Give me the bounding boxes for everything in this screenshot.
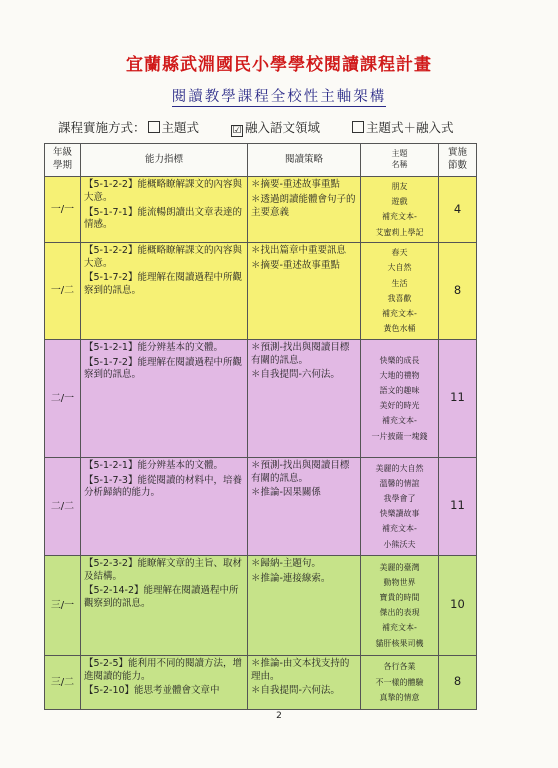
ability-indicator-cell <box>81 177 248 243</box>
hours-cell: 11 <box>439 339 477 457</box>
checkbox-theme[interactable] <box>148 121 160 133</box>
header-hours: 實施 節數 <box>439 144 477 177</box>
ability-indicator-cell <box>81 555 248 655</box>
theme-cell <box>361 339 439 457</box>
curriculum-table <box>44 143 477 710</box>
reading-strategy-cell <box>248 339 361 457</box>
theme-name: 真摯的情意 <box>379 692 420 702</box>
ability-indicator: 【5-2-10】能思考並體會文章中 <box>84 685 220 697</box>
ability-indicator: 【5-1-7-3】能從閱讀的材料中，培養分析歸納的能力。 <box>84 474 242 499</box>
page-number: 2 <box>276 711 282 721</box>
reading-strategy: ＊推論-由文本找支持的理由。 <box>251 657 350 682</box>
hours-cell: 8 <box>439 655 477 709</box>
theme-name: 艾蜜莉上學記 <box>375 227 424 237</box>
header-ability: 能力指標 <box>81 144 248 177</box>
document-title: 宜蘭縣武淵國民小學學校閱讀課程計畫 <box>126 55 432 75</box>
method-option-theme <box>146 118 200 136</box>
theme-name: 動物世界 <box>383 577 416 587</box>
theme-cell <box>361 457 439 555</box>
grade-semester-cell: 一/二 <box>45 242 81 339</box>
theme-name: 補充文本- <box>382 524 417 534</box>
theme-name: 快樂的成長 <box>379 355 420 365</box>
hours-cell: 8 <box>439 242 477 339</box>
hours-cell: 4 <box>439 177 477 243</box>
theme-name: 傑出的表現 <box>379 608 420 618</box>
method-option-integrated <box>229 118 320 136</box>
theme-name: 不一樣的體驗 <box>375 677 424 687</box>
table-row <box>45 457 477 555</box>
method-option-label: 主題式＋融入式 <box>366 120 454 135</box>
theme-name: 遊戲 <box>391 197 408 207</box>
ability-indicator-cell <box>81 242 248 339</box>
theme-name: 朋友 <box>391 182 408 191</box>
table-header-row <box>45 144 477 177</box>
theme-name: 寶貴的時間 <box>379 593 420 603</box>
reading-strategy-cell <box>248 242 361 339</box>
reading-strategy: ＊摘要-重述故事重點 <box>251 259 340 271</box>
ability-indicator: 【5-1-7-2】能理解在閱讀過程中所觀察到的訊息。 <box>84 356 242 381</box>
method-option-label: 融入語文領域 <box>245 120 321 135</box>
grade-semester-cell: 一/一 <box>45 177 81 243</box>
reading-strategy: ＊推論-連接線索。 <box>251 572 331 584</box>
theme-cell <box>361 177 439 243</box>
document-subtitle <box>0 85 558 106</box>
table-row <box>45 177 477 243</box>
reading-strategy: ＊歸納-主題句。 <box>251 557 321 569</box>
ability-indicator: 【5-1-2-1】能分辨基本的文體。 <box>84 459 223 471</box>
reading-strategy: ＊摘要-重述故事重點 <box>251 179 340 190</box>
reading-strategy: ＊找出篇章中重要訊息 <box>251 244 347 256</box>
reading-strategy: ＊預測-找出與閱讀目標有關的訊息。 <box>251 341 350 366</box>
grade-semester-cell: 二/二 <box>45 457 81 555</box>
ability-indicator: 【5-1-2-2】能概略瞭解課文的內容與大意。 <box>84 244 242 269</box>
theme-cell <box>361 555 439 655</box>
theme-name: 溫馨的情誼 <box>379 478 420 488</box>
ability-indicator: 【5-2-14-2】能理解在閱讀過程中所觀察到的訊息。 <box>84 585 239 610</box>
ability-indicator-cell <box>81 655 248 709</box>
reading-strategy: ＊推論-因果關係 <box>251 487 321 499</box>
theme-name: 我喜歡 <box>387 293 412 303</box>
ability-indicator: 【5-1-7-2】能理解在閱讀過程中所觀察到的訊息。 <box>84 272 242 297</box>
theme-name: 補充文本- <box>382 623 417 633</box>
theme-name: 語文的趣味 <box>379 386 420 396</box>
theme-name: 大地的禮物 <box>379 370 420 380</box>
ability-indicator: 【5-1-7-1】能流暢朗讀出文章表達的情感。 <box>84 206 242 231</box>
hours-cell: 10 <box>439 555 477 655</box>
theme-name: 補充文本- <box>382 308 417 318</box>
theme-name: 補充文本- <box>382 212 417 222</box>
checkbox-integrated[interactable]: ☑ <box>232 125 242 136</box>
reading-strategy: ＊自我提問-六何法。 <box>251 369 340 381</box>
ability-indicator: 【5-2-3-2】能瞭解文章的主旨、取材及結構。 <box>84 557 242 582</box>
theme-name: 各行各業 <box>383 662 416 672</box>
theme-name: 補充文本- <box>382 416 417 426</box>
table-row <box>45 555 477 655</box>
ability-indicator-cell <box>81 457 248 555</box>
theme-name: 貓肝核果司機 <box>375 638 424 648</box>
reading-strategy: ＊自我提問-六何法。 <box>251 685 340 697</box>
header-theme: 主題 名稱 <box>361 144 439 177</box>
reading-strategy-cell <box>248 457 361 555</box>
theme-name: 大自然 <box>387 263 412 273</box>
ability-indicator: 【5-1-2-2】能概略瞭解課文的內容與大意。 <box>84 179 242 203</box>
checkbox-mixed[interactable] <box>352 121 364 133</box>
hours-cell: 11 <box>439 457 477 555</box>
grade-semester-cell: 二/一 <box>45 339 81 457</box>
theme-cell <box>361 655 439 709</box>
theme-name: 黃色水桶 <box>383 324 416 334</box>
reading-strategy-cell <box>248 555 361 655</box>
ability-indicator-cell <box>81 339 248 457</box>
theme-name: 我學會了 <box>383 494 416 504</box>
grade-semester-cell: 三/二 <box>45 655 81 709</box>
implementation-method <box>58 118 484 136</box>
reading-strategy: ＊透過朗讀能體會句子的主要意義 <box>251 193 356 218</box>
method-option-mixed <box>350 118 454 136</box>
theme-name: 快樂讀故事 <box>379 509 420 519</box>
table-row <box>45 655 477 709</box>
method-label: 課程實施方式： <box>58 120 146 135</box>
method-option-label: 主題式 <box>161 120 200 135</box>
subtitle-text: 閱讀教學課程全校性主軸架構 <box>171 89 387 105</box>
theme-cell <box>361 242 439 339</box>
reading-strategy-cell <box>248 655 361 709</box>
theme-name: 小熊沃夫 <box>383 539 416 549</box>
theme-name: 美麗的大自然 <box>375 463 424 473</box>
theme-name: 生活 <box>391 278 408 288</box>
ability-indicator: 【5-1-2-1】能分辨基本的文體。 <box>84 341 223 353</box>
header-grade: 年級 學期 <box>45 144 81 177</box>
table-row <box>45 242 477 339</box>
table-row <box>45 339 477 457</box>
reading-strategy: ＊預測-找出與閱讀目標有關的訊息。 <box>251 459 350 484</box>
ability-indicator: 【5-2-5】能利用不同的閱讀方法，增進閱讀的能力。 <box>84 657 242 682</box>
grade-semester-cell: 三/一 <box>45 555 81 655</box>
header-strategy: 閱讀策略 <box>248 144 361 177</box>
reading-strategy-cell <box>248 177 361 243</box>
theme-name: 美好的時光 <box>379 401 420 411</box>
theme-name: 美麗的臺灣 <box>379 562 420 572</box>
theme-name: 春天 <box>391 248 408 258</box>
theme-name: 一片披薩一塊錢 <box>371 431 428 441</box>
